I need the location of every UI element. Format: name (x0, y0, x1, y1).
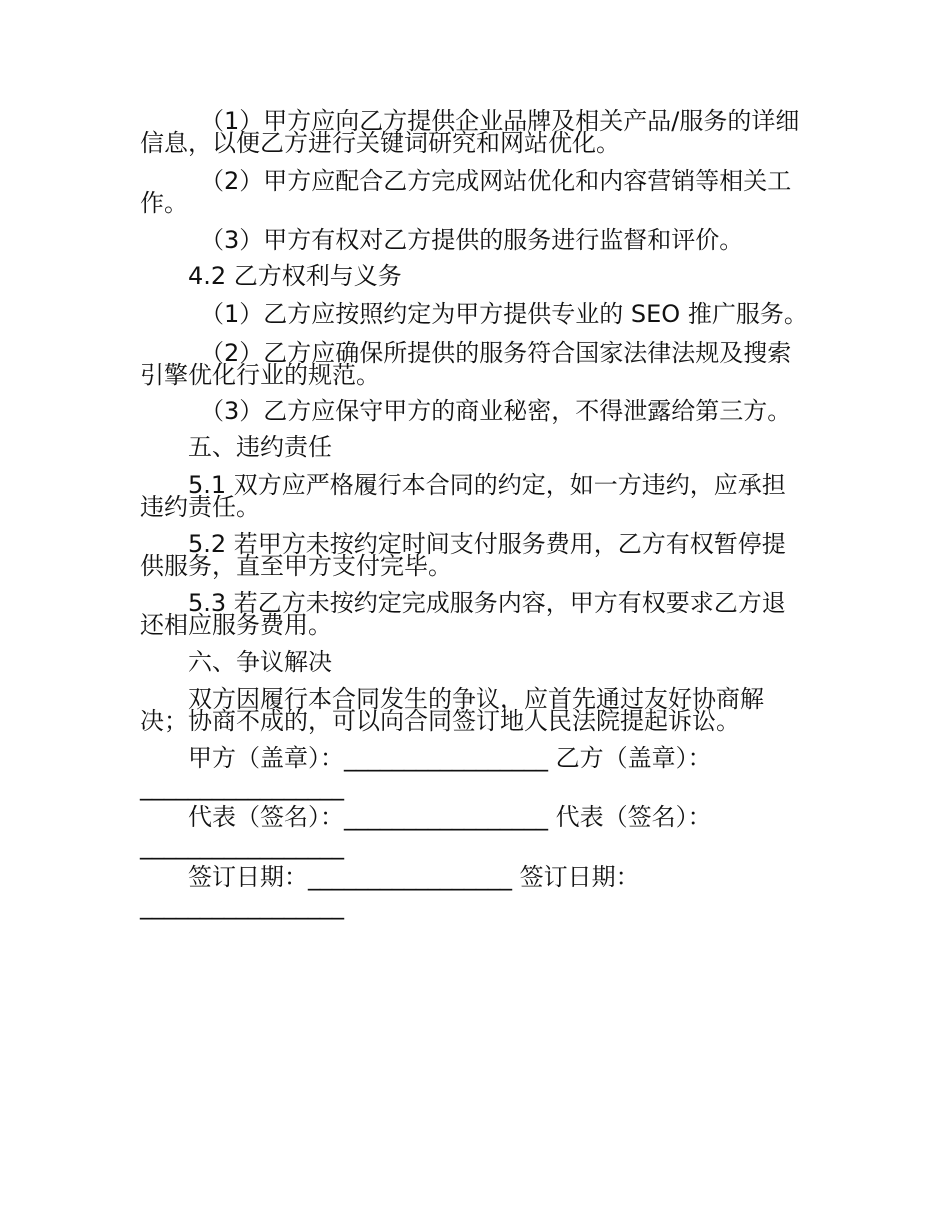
clause-line-8: 引擎优化行业的规范。 (140, 361, 380, 389)
signature-seal-blank: _________________ (140, 773, 344, 801)
signature-rep-line: 代表（签名）：_________________ 代表（签名）： (188, 803, 712, 831)
clause-line-10: 5.1 双方应严格履行本合同的约定，如一方违约，应承担 (188, 471, 786, 499)
clause-line-13: 供服务，直至甲方支付完毕。 (140, 552, 452, 580)
clause-line-1: （1）甲方应向乙方提供企业品牌及相关产品/服务的详细 (200, 107, 800, 135)
clause-line-2: 信息，以便乙方进行关键词研究和网站优化。 (140, 129, 620, 157)
clause-line-12: 5.2 若甲方未按约定时间支付服务费用，乙方有权暂停提 (188, 530, 786, 558)
clause-line-7: （2）乙方应确保所提供的服务符合国家法律法规及搜索 (200, 339, 792, 367)
clause-line-3: （2）甲方应配合乙方完成网站优化和内容营销等相关工 (200, 167, 792, 195)
signature-date-line: 签订日期：_________________ 签订日期： (188, 863, 640, 891)
clause-line-16: 双方因履行本合同发生的争议，应首先通过友好协商解 (188, 685, 764, 713)
section-heading-4-2: 4.2 乙方权利与义务 (188, 262, 402, 290)
section-heading-6: 六、争议解决 (188, 648, 332, 676)
clause-line-6: （1）乙方应按照约定为甲方提供专业的 SEO 推广服务。 (200, 300, 808, 328)
signature-seal-line: 甲方（盖章）：_________________ 乙方（盖章）： (188, 744, 712, 772)
clause-line-17: 决；协商不成的，可以向合同签订地人民法院提起诉讼。 (140, 707, 740, 735)
clause-line-9: （3）乙方应保守甲方的商业秘密，不得泄露给第三方。 (200, 397, 792, 425)
clause-line-11: 违约责任。 (140, 493, 260, 521)
clause-line-4: 作。 (140, 189, 188, 217)
clause-line-15: 还相应服务费用。 (140, 611, 332, 639)
signature-rep-blank: _________________ (140, 832, 344, 860)
section-heading-5: 五、违约责任 (188, 433, 332, 461)
clause-line-14: 5.3 若乙方未按约定完成服务内容，甲方有权要求乙方退 (188, 589, 786, 617)
signature-date-blank: _________________ (140, 892, 344, 920)
clause-line-5: （3）甲方有权对乙方提供的服务进行监督和评价。 (200, 226, 744, 254)
